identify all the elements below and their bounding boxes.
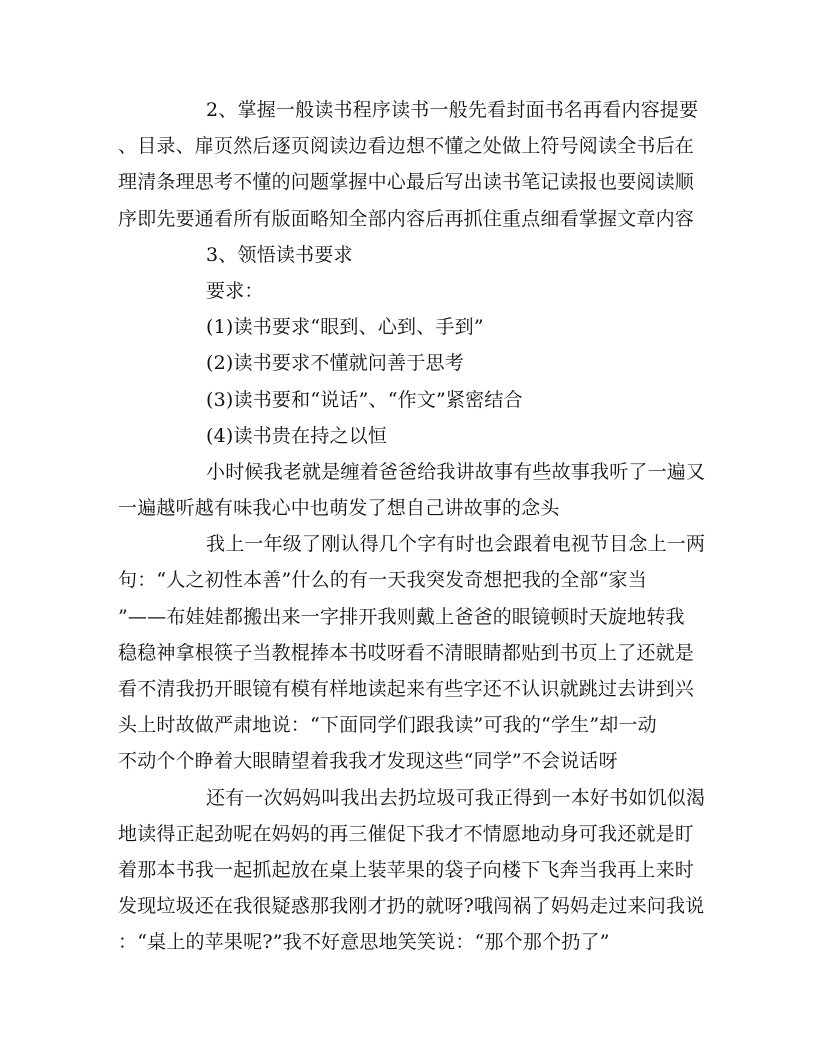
text-line: (3)读书要和“说话”、“作文”紧密结合	[206, 388, 523, 411]
text-line: 序即先要通看所有版面略知全部内容后再抓住重点细看掌握文章内容	[118, 207, 695, 230]
text-line: 头上时故做严肃地说：“下面同学们跟我读”可我的“学生”却一动	[118, 714, 657, 737]
text-line: 理清条理思考不懂的问题掌握中心最后写出读书笔记读报也要阅读顺	[118, 171, 695, 194]
paragraph-req-1	[118, 309, 688, 345]
text-line: 着那本书我一起抓起放在桌上装苹果的袋子向楼下飞奔当我再上来时	[118, 858, 695, 881]
paragraph-step2	[118, 92, 699, 237]
text-line: 发现垃圾还在我很疑惑那我刚才扔的就呀?哦闯祸了妈妈走过来问我说	[118, 895, 705, 918]
paragraph-story-1	[118, 454, 706, 526]
paragraph-step3	[118, 237, 688, 273]
paragraph-req-4	[118, 418, 688, 454]
text-line: (4)读书贵在持之以恒	[206, 424, 388, 447]
text-line: 3、领悟读书要求	[206, 243, 353, 266]
text-line: (1)读书要求“眼到、心到、手到”	[206, 316, 484, 339]
text-line: (2)读书要求不懂就问善于思考	[206, 352, 464, 375]
text-line: 不动个个睁着大眼睛望着我我才发现这些“同学”不会说话呀	[118, 750, 618, 773]
text-line: 我上一年级了刚认得几个字有时也会跟着电视节目念上一两	[206, 533, 706, 556]
text-line: 2、掌握一般读书程序读书一般先看封面书名再看内容提要	[206, 99, 699, 121]
text-line: 、目录、扉页然后逐页阅读边看边想不懂之处做上符号阅读全书后在	[118, 135, 695, 158]
text-line: ：“桌上的苹果呢?”我不好意思地笑笑说：“那个那个扔了”	[118, 931, 610, 954]
paragraph-req-2	[118, 345, 688, 381]
text-line: 稳稳神拿根筷子当教棍捧本书哎呀看不清眼睛都贴到书页上了还就是	[118, 641, 695, 664]
text-line: 小时候我老就是缠着爸爸给我讲故事有些故事我听了一遍又	[206, 460, 706, 483]
text-line: 句：“人之初性本善”什么的有一天我突发奇想把我的全部“家当	[118, 569, 647, 592]
paragraph-story-2	[118, 526, 706, 779]
text-line: 要求：	[206, 279, 264, 302]
text-line: 地读得正起劲呢在妈妈的再三催促下我才不情愿地动身可我还就是盯	[118, 822, 695, 845]
paragraph-req-title	[118, 273, 688, 309]
text-line: 一遍越听越有味我心中也萌发了想自己讲故事的念头	[118, 497, 560, 520]
text-line: ”——布娃娃都搬出来一字排开我则戴上爸爸的眼镜顿时天旋地转我	[118, 605, 685, 628]
document-body	[118, 92, 706, 961]
text-line: 看不清我扔开眼镜有模有样地读起来有些字还不认识就跳过去讲到兴	[118, 678, 695, 700]
paragraph-req-3	[118, 382, 688, 418]
text-line: 还有一次妈妈叫我出去扔垃圾可我正得到一本好书如饥似渴	[206, 786, 706, 809]
paragraph-story-3	[118, 780, 706, 961]
